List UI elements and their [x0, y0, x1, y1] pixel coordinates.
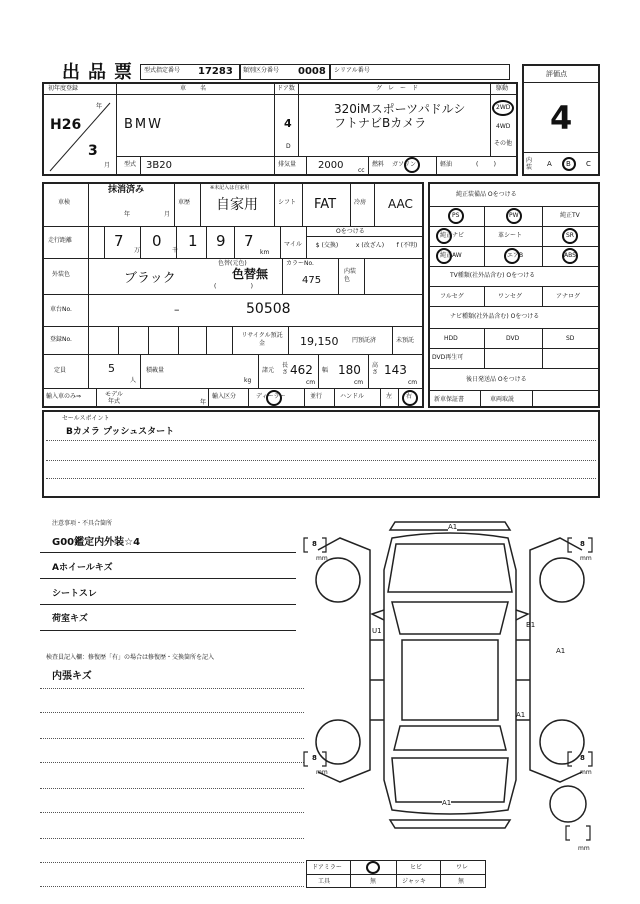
later-warranty: 新車保証書: [434, 396, 465, 403]
year-unit: 年: [96, 103, 103, 110]
tv-title: TV種類(社外品含む) Oをつける: [450, 272, 536, 279]
recycle-value: 19,150: [300, 335, 339, 348]
model-cert-no: 17283: [198, 66, 233, 77]
sales-box: [42, 410, 600, 498]
int-color-label: 内装色: [344, 268, 357, 283]
person-unit: 人: [130, 377, 137, 384]
tv-one: ワンセグ: [498, 293, 523, 300]
displacement-value: 2000: [318, 160, 344, 171]
tread-right-bottom: 8: [580, 754, 585, 762]
height-value: 143: [384, 363, 407, 377]
detail-box: [42, 182, 424, 408]
import-type-label: 輸入区分: [212, 393, 237, 400]
inspector-line-1: 内張キズ: [52, 671, 92, 682]
chassis-dash: –: [174, 303, 180, 316]
equip-sr: SR: [566, 232, 574, 239]
first-reg-year: H26: [50, 117, 82, 133]
door-suffix: D: [286, 143, 291, 150]
navi-sd: SD: [566, 335, 575, 342]
class-no: 0008: [298, 66, 326, 77]
equip-ps: PS: [452, 212, 460, 219]
tread-left-bottom: 8: [312, 754, 317, 762]
fuel-diesel: 軽油: [440, 161, 453, 168]
mileage-digit-5: 7: [244, 232, 254, 250]
mile-label: マイル: [284, 241, 302, 248]
history-value: 自家用: [216, 197, 258, 213]
drive-label: 駆動: [496, 85, 509, 92]
month-unit: 月: [104, 162, 111, 169]
interior-label: 内装: [526, 157, 533, 171]
repaint-paren: ( ): [214, 283, 254, 290]
tv-analog: アナログ: [556, 293, 581, 300]
serial-label: シリアル番号: [334, 67, 370, 74]
mileage-man: 万: [134, 247, 141, 254]
model-label: 型式: [124, 161, 137, 168]
drive-4wd: 4WD: [496, 123, 511, 130]
later-title: 後日発送品 Oをつける: [466, 376, 527, 383]
height-cm: cm: [408, 379, 418, 386]
notes-label: 注意事項・不具合箇所: [52, 520, 113, 527]
meter-opt-exchange: $ (交換): [315, 242, 339, 249]
equip-airbag: エアB: [507, 252, 524, 259]
model-value: 3B20: [146, 160, 172, 171]
mark-front-bumper: A1: [448, 523, 458, 531]
meter-circle-label: Oをつける: [336, 228, 365, 235]
load-label: 積載量: [146, 367, 165, 374]
tools-value: 無: [370, 878, 377, 885]
handle-right: 右: [406, 393, 413, 400]
tv-full: フルセグ: [440, 293, 464, 300]
mileage-km: km: [260, 249, 270, 256]
class-label: 類別区分番号: [243, 67, 280, 74]
color-value: ブラック: [124, 271, 176, 286]
history-label: 車歴: [178, 199, 191, 206]
sales-text: Bカメラ プッシュスタート: [66, 427, 175, 437]
capacity-value: 5: [108, 362, 115, 375]
equip-leather: 革シート: [498, 232, 523, 239]
inspection-label: 車検: [58, 199, 71, 206]
mark-roof-right: B1: [526, 621, 536, 629]
page-title: 出品票: [62, 62, 140, 83]
capacity-label: 定員: [54, 367, 67, 374]
navi-hdd: HDD: [444, 335, 458, 342]
equip-aw: 純正AW: [440, 252, 462, 259]
tread-left-bottom-mm: mm: [316, 769, 328, 776]
interior-grade-c: C: [586, 160, 591, 168]
recycle-label: リサイクル預託金: [241, 332, 283, 347]
import-label: 輸入車のみ⇒: [46, 393, 82, 400]
history-note: ※未記入は自家用: [210, 185, 250, 191]
color-no-label: カラーNo.: [286, 260, 314, 267]
width-label: 幅: [322, 367, 329, 374]
dvd-label: DVD再生可: [432, 354, 464, 361]
crack-label: ヒビ: [410, 864, 423, 871]
recycle-unpaid: 未預託: [396, 337, 415, 344]
jack-value: 無: [458, 878, 465, 885]
grade-label: グレード: [376, 85, 425, 92]
tread-right-top-mm: mm: [580, 555, 592, 562]
width-value: 180: [338, 363, 361, 377]
mileage-digit-4: 9: [216, 232, 226, 250]
note-line-3: シートスレ: [52, 589, 97, 599]
mark-right-side: A1: [556, 647, 566, 655]
mileage-label: 走行距離: [48, 237, 73, 244]
ac-value: AAC: [388, 197, 413, 211]
mirror-circle: [366, 861, 380, 874]
chassis-no: 50508: [246, 301, 291, 317]
drive-other: その他: [494, 140, 513, 147]
inspection-month-unit: 月: [164, 211, 171, 218]
interior-grade-a: A: [547, 160, 552, 168]
note-line-2: Aホイールキズ: [52, 563, 113, 573]
len-value: 462: [290, 363, 313, 377]
fuel-circle: [404, 157, 420, 173]
tread-right-top: 8: [580, 540, 585, 548]
navi-title: ナビ種類(社外品含む) Oをつける: [450, 313, 540, 320]
tread-left-top-mm: mm: [316, 555, 328, 562]
door-count: 4: [284, 117, 292, 130]
import-dealer-circle: [266, 390, 282, 406]
later-manual: 車両取説: [490, 396, 515, 403]
fuel-gas: ガソリン: [392, 161, 417, 168]
tread-spare-mm: mm: [578, 845, 590, 852]
handle-label: ハンドル: [340, 393, 365, 400]
first-reg-label: 初年度登録: [48, 85, 79, 92]
shift-label: シフト: [278, 199, 297, 206]
jack-label: ジャッキ: [402, 878, 426, 885]
meter-opt-unknown: f (不明): [396, 242, 418, 249]
dims-label: 諸元: [262, 367, 275, 374]
tread-left-top: 8: [312, 540, 317, 548]
drive-2wd: 2WD: [496, 104, 511, 111]
len-cm: cm: [306, 379, 316, 386]
mark-roof-left: U1: [372, 627, 382, 635]
mark-rear-bumper: A1: [442, 799, 452, 807]
mileage-sen: 千: [172, 247, 179, 254]
import-dealer: ディーラー: [256, 393, 286, 400]
reg-label: 登録No.: [50, 336, 72, 343]
door-label: ドア数: [277, 85, 295, 92]
equip-abs: ABS: [564, 252, 576, 259]
tools-label: 工具: [318, 878, 331, 885]
mileage-digit-3: 1: [188, 232, 198, 250]
handle-right-circle: [402, 390, 418, 406]
model-year-label: モデル年式: [105, 391, 123, 405]
len-label: 長さ: [282, 362, 289, 376]
height-label: 高さ: [372, 362, 379, 376]
shift-value: FAT: [314, 197, 337, 212]
grade-value: 320iMスポーツパドルシフトナビBカメラ: [334, 102, 466, 130]
mileage-digit-2: 0: [152, 232, 162, 250]
fuel-label: 燃料: [372, 161, 385, 168]
mark-rear-right: A1: [516, 711, 526, 719]
eval-label: 評価点: [546, 70, 567, 78]
model-cert-label: 型式指定番号: [144, 67, 181, 74]
equip-pw: PW: [509, 212, 519, 219]
meter-opt-tamper: x (改ざん): [355, 242, 385, 249]
tread-right-bottom-mm: mm: [580, 769, 592, 776]
equipment-title: 純正装備品 Oをつける: [456, 191, 517, 198]
first-reg-month: 3: [88, 143, 98, 159]
sales-label: セールスポイント: [62, 415, 110, 422]
recycle-paid: 円預託済: [352, 337, 377, 344]
equip-navi: 純正ナビ: [440, 232, 465, 239]
cc-unit: cc: [358, 167, 365, 174]
car-name-label: 車名: [180, 85, 221, 92]
equip-tv: 純正TV: [560, 212, 580, 219]
kg-unit: kg: [244, 377, 252, 384]
eval-score: 4: [550, 99, 573, 137]
mileage-digit-1: 7: [114, 232, 124, 250]
inspector-label: 検査員記入欄：修復歴「有」の場合は修復歴・交換箇所を記入: [46, 654, 215, 661]
note-line-4: 荷室キズ: [52, 614, 88, 624]
width-cm: cm: [354, 379, 364, 386]
ac-label: 冷房: [354, 199, 367, 206]
inspection-year-unit: 年: [124, 211, 131, 218]
model-year-unit: 年: [200, 399, 207, 406]
mirror-label: ドアミラー: [312, 864, 342, 871]
break-label: ワレ: [456, 864, 469, 871]
repaint-label: 色替(元色): [218, 260, 247, 267]
repaint-value: 色替無: [232, 267, 269, 281]
inspection-value: 抹消済み: [108, 185, 145, 195]
import-parallel: 並行: [310, 393, 323, 400]
fuel-paren: ( ): [476, 161, 496, 168]
car-name-value: BMW: [124, 117, 163, 132]
displacement-label: 排気量: [278, 161, 297, 168]
color-no: 475: [302, 275, 322, 286]
interior-grade-b: B: [566, 160, 571, 168]
color-label: 外装色: [52, 271, 71, 278]
chassis-label: 車台No.: [50, 306, 72, 313]
navi-dvd: DVD: [506, 335, 520, 342]
note-line-1: G00鑑定内外装☆4: [52, 537, 141, 548]
handle-left: 左: [386, 393, 393, 400]
